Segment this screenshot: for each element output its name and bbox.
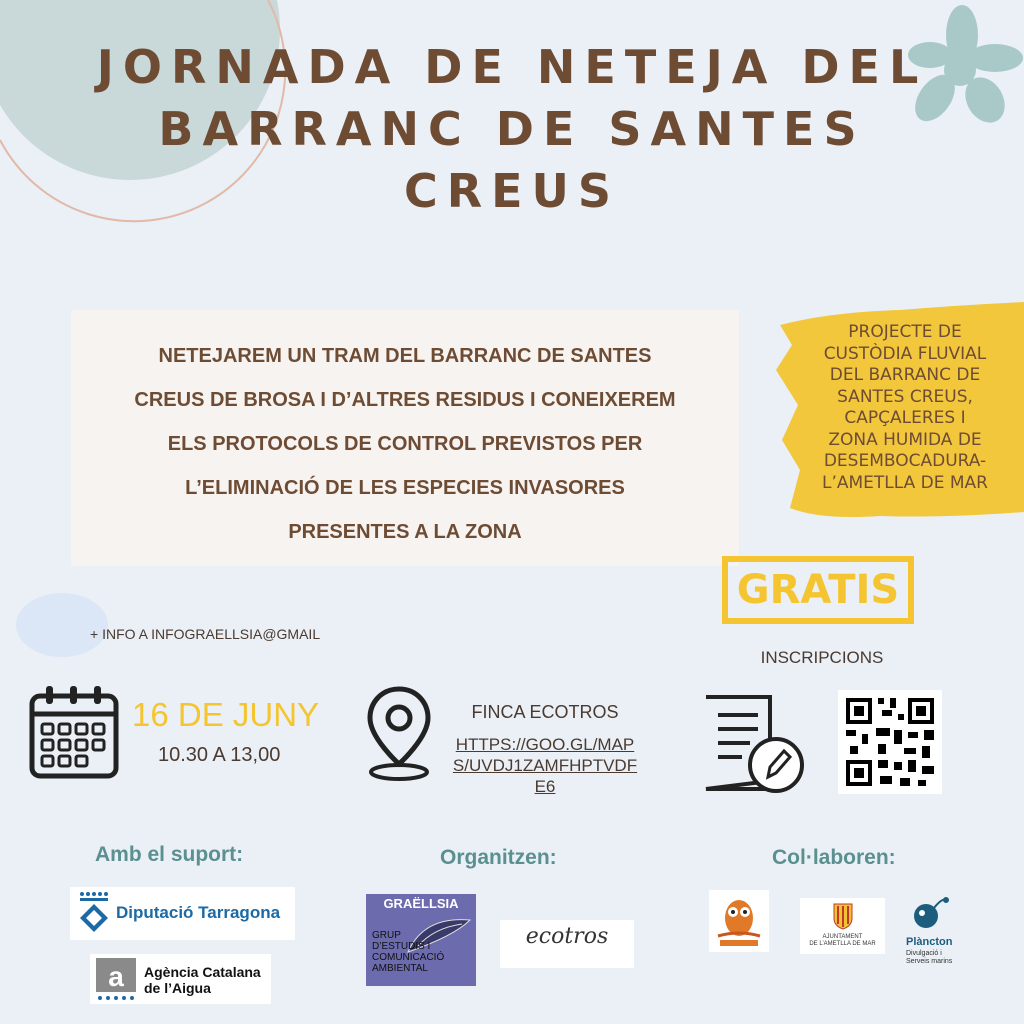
- blue-blob: [16, 593, 108, 657]
- ajuntament-name-line: DE L’AMETLLA DE MAR: [809, 941, 876, 947]
- plancton-name: Plàncton: [906, 936, 953, 948]
- project-text: [790, 322, 1020, 494]
- title-line: BARRANC DE SANTES: [158, 102, 866, 156]
- location-pin-icon: [364, 684, 434, 784]
- info-email[interactable]: + INFO A INFOGRAELLSIA@GMAIL: [90, 626, 321, 642]
- project-line: ZONA HUMIDA DE: [828, 429, 982, 450]
- gratis-label: GRATIS: [736, 567, 900, 613]
- description-line: ELS PROTOCOLS DE CONTROL PREVISTOS PER: [167, 433, 643, 455]
- event-date: 16 DE JUNY: [132, 696, 320, 733]
- aca-emblem-icon: [94, 956, 138, 1002]
- description-line: PRESENTES A LA ZONA: [288, 521, 522, 543]
- plancton-subtitle: [906, 950, 952, 966]
- event-place: FINCA ECOTROS: [471, 702, 619, 722]
- title-line: CREUS: [403, 164, 621, 218]
- ajuntament-name: [800, 934, 885, 948]
- plancton-subtitle-line: Serveis marins: [906, 958, 953, 965]
- graellsia-subtitle-line: COMUNICACIÓ: [372, 952, 445, 963]
- title-line: JORNADA DE NETEJA DEL: [96, 40, 928, 94]
- aca-name-line: de l’Aigua: [144, 980, 211, 996]
- graellsia-subtitle-line: GRUP: [372, 930, 401, 941]
- ajuntament-name-line: AJUNTAMENT: [822, 934, 863, 940]
- owl-icon: [712, 892, 766, 950]
- svg-text:a: a: [108, 961, 124, 992]
- project-line: DEL BARRANC DE: [829, 365, 981, 385]
- project-line: PROJECTE DE: [848, 322, 962, 342]
- ecotros-name: ecotros: [525, 924, 609, 949]
- page-title: [60, 36, 964, 222]
- description-line: NETEJAREM UN TRAM DEL BARRANC DE SANTES: [158, 345, 652, 367]
- project-line: CUSTÒDIA FLUVIAL: [823, 343, 987, 364]
- aca-name-line: Agència Catalana: [144, 964, 261, 980]
- coat-of-arms-icon: [832, 900, 854, 930]
- collaborate-heading: Col·laboren:: [772, 846, 896, 869]
- plankton-icon: [910, 894, 950, 934]
- graellsia-subtitle-line: D’ESTUDIS I: [372, 941, 431, 952]
- inscripcions-label: INSCRIPCIONS: [760, 648, 884, 667]
- organize-heading: Organitzen:: [440, 846, 557, 869]
- project-line: SANTES CREUS,: [837, 386, 973, 407]
- plancton-subtitle-line: Divulgació i: [906, 950, 942, 957]
- graellsia-name: GRAËLLSIA: [383, 896, 459, 911]
- diputacio-name: Diputació Tarragona: [116, 903, 281, 922]
- graellsia-subtitle: [372, 930, 464, 974]
- description-line: L’ELIMINACIÓ DE LES ESPECIES INVASORES: [185, 477, 625, 499]
- qr-code[interactable]: [838, 690, 942, 794]
- graellsia-subtitle-line: AMBIENTAL: [372, 963, 428, 974]
- event-time: 10.30 A 13,00: [158, 744, 281, 766]
- project-line: DESEMBOCADURA-: [823, 451, 987, 471]
- aca-name: [144, 964, 261, 996]
- calendar-icon: [28, 684, 120, 780]
- project-line: L’AMETLLA DE MAR: [821, 472, 988, 493]
- project-line: CAPÇALERES I: [844, 408, 966, 428]
- description-line: CREUS DE BROSA I D’ALTRES RESIDUS I CONEIXEREM: [134, 389, 676, 411]
- support-heading: Amb el suport:: [95, 843, 244, 866]
- form-edit-icon: [702, 693, 807, 793]
- description-text: [71, 334, 739, 554]
- diputacio-emblem-icon: [76, 890, 112, 938]
- maps-link[interactable]: HTTPS://GOO.GL/MAPS/UVDJ1ZAMFHPTVDFE6: [452, 735, 638, 796]
